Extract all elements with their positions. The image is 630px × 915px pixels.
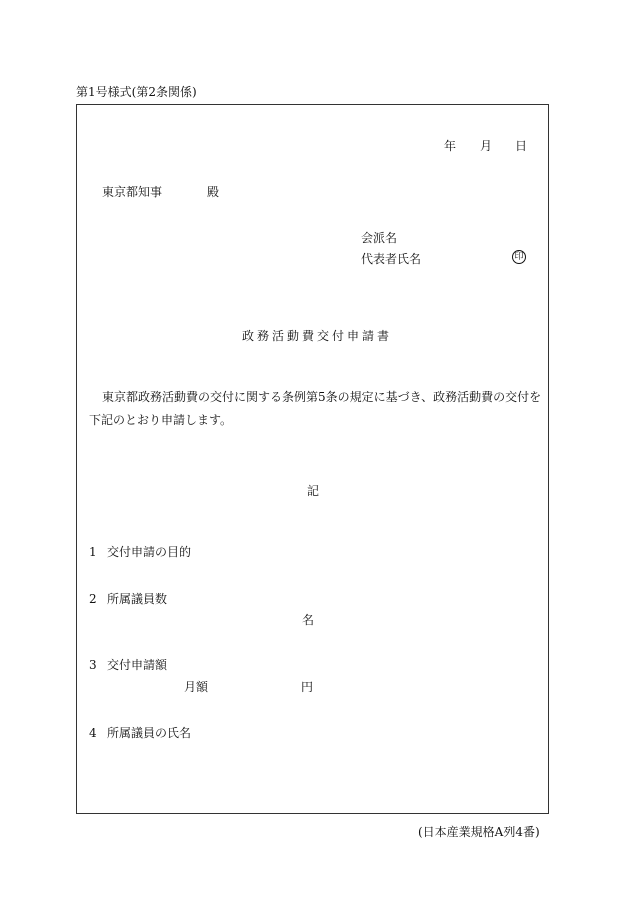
item-4-number: 4 <box>89 726 97 740</box>
body-line-1: 東京都政務活動費の交付に関する条例第5条の規定に基づき、政務活動費の交付を <box>102 390 542 404</box>
item-1-label: 交付申請の目的 <box>107 545 192 559</box>
faction-name-label: 会派名 <box>361 231 398 245</box>
item-3-sub-label: 月額 <box>184 680 209 694</box>
item-3-unit: 円 <box>301 680 314 694</box>
body-line-2: 下記のとおり申請します。 <box>89 413 233 427</box>
item-3-label: 交付申請額 <box>107 658 168 672</box>
date-month: 月 <box>480 139 493 153</box>
document-title: 政務活動費交付申請書 <box>242 329 393 343</box>
date-day: 日 <box>515 139 528 153</box>
representative-name-label: 代表者氏名 <box>361 252 422 266</box>
item-4-label: 所属議員の氏名 <box>107 726 192 740</box>
ki-heading: 記 <box>307 484 320 498</box>
seal-icon: 印 <box>512 250 526 264</box>
paper-size-note: (日本産業規格A列4番) <box>418 825 540 839</box>
item-1-number: 1 <box>89 545 97 559</box>
addressee-honorific: 殿 <box>207 185 220 199</box>
form-number: 第1号様式(第2条関係) <box>76 85 197 99</box>
form-frame <box>76 104 549 814</box>
item-2-unit: 名 <box>302 613 315 627</box>
item-3-number: 3 <box>89 658 97 672</box>
addressee-name: 東京都知事 <box>102 185 163 199</box>
item-2-number: 2 <box>89 592 97 606</box>
item-2-label: 所属議員数 <box>107 592 168 606</box>
date-year: 年 <box>444 139 457 153</box>
